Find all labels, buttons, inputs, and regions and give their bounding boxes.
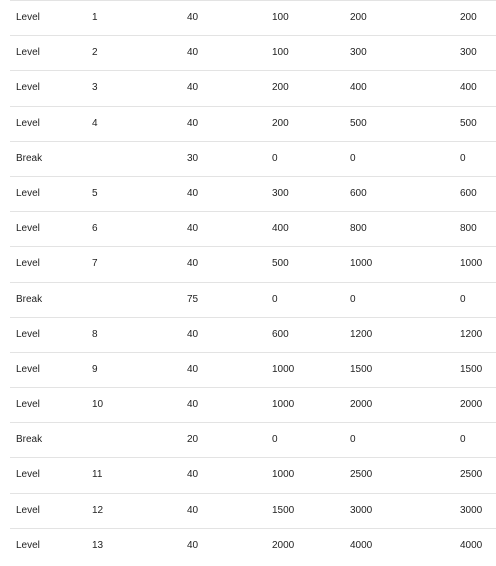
type-cell: Break (16, 293, 43, 305)
type-cell: Level (16, 328, 40, 340)
minutes-cell: 40 (187, 328, 199, 340)
table-row (10, 352, 496, 387)
ante-cell: 400 (272, 223, 289, 235)
table-row (10, 141, 496, 176)
type-cell: Break (16, 152, 43, 164)
minutes-cell: 40 (187, 117, 199, 129)
small-blind-cell: 2500 (350, 469, 373, 481)
table-row (10, 282, 496, 317)
ante-cell: 300 (272, 187, 289, 199)
level-cell: 12 (92, 504, 104, 516)
minutes-cell: 40 (187, 399, 199, 411)
small-blind-cell: 0 (350, 434, 356, 446)
level-cell: 10 (92, 399, 104, 411)
small-blind-cell: 0 (350, 293, 356, 305)
ante-cell: 0 (272, 434, 278, 446)
big-blind-cell: 2000 (460, 399, 483, 411)
ante-cell: 500 (272, 258, 289, 270)
big-blind-cell: 200 (460, 12, 477, 23)
small-blind-cell: 3000 (350, 504, 373, 516)
big-blind-cell: 0 (460, 293, 466, 305)
minutes-cell: 40 (187, 363, 199, 375)
table-row (10, 0, 496, 35)
minutes-cell: 40 (187, 12, 199, 23)
minutes-cell: 40 (187, 539, 199, 551)
level-cell: 2 (92, 47, 98, 59)
minutes-cell: 40 (187, 258, 199, 270)
big-blind-cell: 1000 (460, 258, 483, 270)
level-cell: 9 (92, 363, 98, 375)
blind-structure-table (10, 0, 496, 563)
level-cell: 6 (92, 223, 98, 235)
table-row (10, 387, 496, 422)
table-row (10, 246, 496, 281)
level-cell: 13 (92, 539, 104, 551)
level-cell: 5 (92, 187, 98, 199)
minutes-cell: 30 (187, 152, 199, 164)
small-blind-cell: 200 (350, 12, 367, 23)
minutes-cell: 75 (187, 293, 199, 305)
small-blind-cell: 0 (350, 152, 356, 164)
table-row (10, 106, 496, 141)
level-cell: 4 (92, 117, 98, 129)
level-cell: 3 (92, 82, 98, 94)
table-row (10, 176, 496, 211)
minutes-cell: 40 (187, 187, 199, 199)
ante-cell: 0 (272, 152, 278, 164)
small-blind-cell: 4000 (350, 539, 373, 551)
small-blind-cell: 1200 (350, 328, 373, 340)
table-row (10, 493, 496, 528)
minutes-cell: 20 (187, 434, 199, 446)
ante-cell: 100 (272, 12, 289, 23)
big-blind-cell: 3000 (460, 504, 483, 516)
big-blind-cell: 2500 (460, 469, 483, 481)
ante-cell: 1000 (272, 399, 295, 411)
big-blind-cell: 0 (460, 152, 466, 164)
small-blind-cell: 300 (350, 47, 367, 59)
level-cell: 7 (92, 258, 98, 270)
ante-cell: 0 (272, 293, 278, 305)
level-cell: 1 (92, 12, 98, 23)
minutes-cell: 40 (187, 223, 199, 235)
table-row (10, 528, 496, 563)
small-blind-cell: 400 (350, 82, 367, 94)
big-blind-cell: 4000 (460, 539, 483, 551)
level-cell: 11 (92, 469, 103, 481)
type-cell: Level (16, 12, 40, 23)
type-cell: Level (16, 117, 40, 129)
small-blind-cell: 1000 (350, 258, 373, 270)
type-cell: Level (16, 504, 40, 516)
small-blind-cell: 600 (350, 187, 367, 199)
type-cell: Level (16, 223, 40, 235)
type-cell: Level (16, 47, 40, 59)
type-cell: Level (16, 363, 40, 375)
type-cell: Level (16, 539, 40, 551)
minutes-cell: 40 (187, 504, 199, 516)
minutes-cell: 40 (187, 47, 199, 59)
big-blind-cell: 600 (460, 187, 477, 199)
big-blind-cell: 500 (460, 117, 477, 129)
minutes-cell: 40 (187, 82, 199, 94)
ante-cell: 200 (272, 82, 289, 94)
ante-cell: 200 (272, 117, 289, 129)
ante-cell: 1000 (272, 469, 295, 481)
big-blind-cell: 300 (460, 47, 477, 59)
type-cell: Level (16, 399, 40, 411)
type-cell: Level (16, 469, 40, 481)
table-row (10, 70, 496, 105)
table-row (10, 35, 496, 70)
table-row (10, 211, 496, 246)
big-blind-cell: 0 (460, 434, 466, 446)
ante-cell: 1500 (272, 504, 295, 516)
small-blind-cell: 800 (350, 223, 367, 235)
type-cell: Break (16, 434, 43, 446)
big-blind-cell: 1500 (460, 363, 483, 375)
small-blind-cell: 1500 (350, 363, 373, 375)
big-blind-cell: 1200 (460, 328, 483, 340)
ante-cell: 600 (272, 328, 289, 340)
table-row (10, 422, 496, 457)
small-blind-cell: 2000 (350, 399, 373, 411)
type-cell: Level (16, 187, 40, 199)
table-row (10, 457, 496, 492)
big-blind-cell: 800 (460, 223, 477, 235)
type-cell: Level (16, 82, 40, 94)
type-cell: Level (16, 258, 40, 270)
level-cell: 8 (92, 328, 98, 340)
small-blind-cell: 500 (350, 117, 367, 129)
ante-cell: 100 (272, 47, 289, 59)
ante-cell: 1000 (272, 363, 295, 375)
ante-cell: 2000 (272, 539, 295, 551)
table-row (10, 317, 496, 352)
big-blind-cell: 400 (460, 82, 477, 94)
minutes-cell: 40 (187, 469, 199, 481)
